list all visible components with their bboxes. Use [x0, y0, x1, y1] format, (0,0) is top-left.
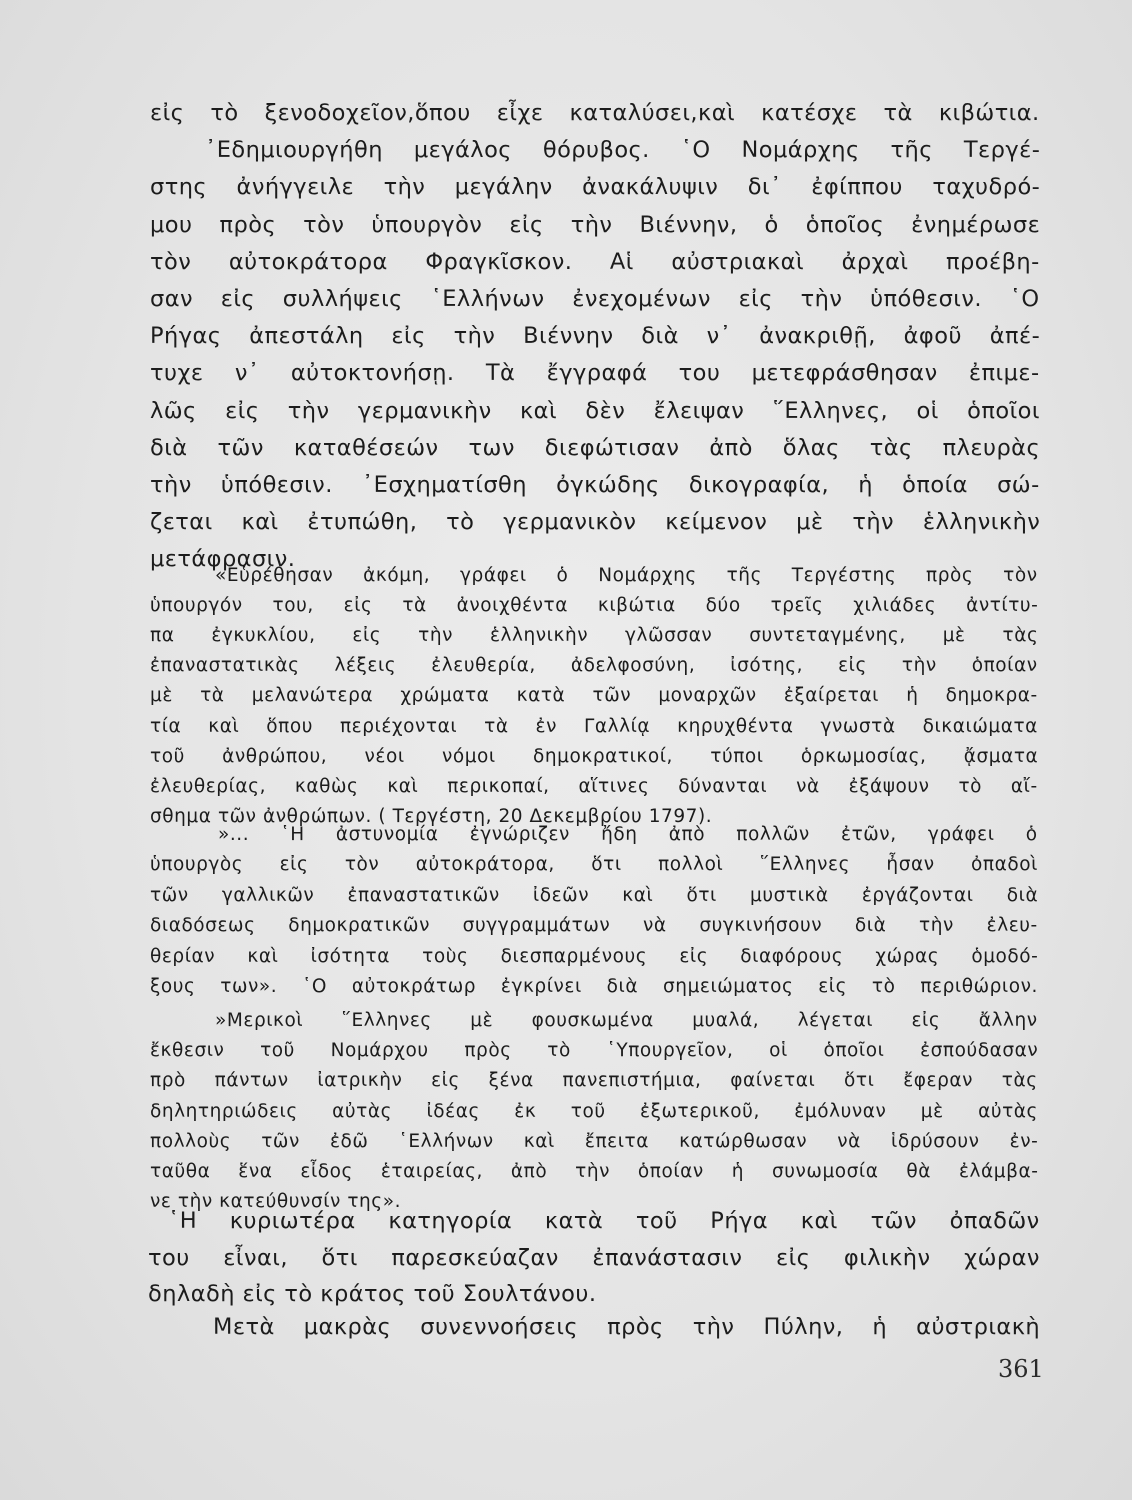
paragraph-1-line: μου πρὸς τὸν ὑπουργὸν εἰς τὴν Βιέννην, ὁ ὁποῖος ἐνημέρωσε — [150, 211, 1041, 238]
paragraph-1-line: ᾿Εδημιουργήθη μεγάλος θόρυβος. ῾Ο Νομάρχης τῆς Τεργέ- — [205, 137, 1041, 164]
quote-3-line: πολλοὺς τῶν ἐδῶ ῾Ελλήνων καὶ ἔπειτα κατώρθωσαν νὰ ἱδρύσουν ἐν- — [150, 1130, 1039, 1152]
paragraph-2-line: του εἶναι, ὅτι παρεσκεύαζαν ἐπανάστασιν εἰς φιλικὴν χώραν — [148, 1244, 1040, 1271]
paragraph-1-line: στης ἀνήγγειλε τὴν μεγάλην ἀνακάλυψιν δι᾿ ἐφίππου ταχυδρό- — [150, 174, 1041, 201]
paragraph-1-line: τυχε ν᾿ αὐτοκτονήσῃ. Τὰ ἔγγραφά του μετεφράσθησαν ἐπιμε- — [150, 360, 1040, 387]
quote-3-line: πρὸ πάντων ἰατρικὴν εἰς ξένα πανεπιστήμια, φαίνεται ὅτι ἔφεραν τὰς — [150, 1070, 1038, 1092]
paragraph-1-line: τὸν αὐτοκράτορα Φραγκῖσκον. Αἱ αὐστριακαὶ ἀρχαὶ προέβη- — [150, 248, 1040, 275]
paragraph-1-line: λῶς εἰς τὴν γερμανικὴν καὶ δὲν ἔλειψαν ῞Ελληνες, οἱ ὁποῖοι — [150, 397, 1040, 424]
paragraph-1-line: σαν εἰς συλλήψεις ῾Ελλήνων ἐνεχομένων εἰς τὴν ὑπόθεσιν. ῾Ο — [150, 286, 1040, 312]
paragraph-2-line: δηλαδὴ εἰς τὸ κράτος τοῦ Σουλτάνου. — [148, 1281, 597, 1307]
paragraph-1-line: ζεται καὶ ἐτυπώθη, τὸ γερμανικὸν κείμενον μὲ τὴν ἑλληνικὴν — [150, 509, 1041, 536]
paragraph-1-line: εἰς τὸ ξενοδοχεῖον,ὅπου εἶχε καταλύσει,καὶ κατέσχε τὰ κιβώτια. — [150, 100, 1040, 126]
paragraph-2-line: ῾Η κυριωτέρα κατηγορία κατὰ τοῦ Ρήγα καὶ τῶν ὀπαδῶν — [168, 1208, 1040, 1234]
quote-1-line: τία καὶ ὅπου περιέχονται τὰ ἐν Γαλλίᾳ κηρυχθέντα γνωστὰ δικαιώματα — [150, 715, 1038, 737]
quote-3-line: δηλητηριώδεις αὐτὰς ἰδέας ἐκ τοῦ ἐξωτερικοῦ, ἐμόλυναν μὲ αὐτὰς — [150, 1100, 1038, 1122]
paragraph-1-line: Ρήγας ἀπεστάλη εἰς τὴν Βιέννην διὰ ν᾿ ἀνακριθῇ, ἀφοῦ ἀπέ- — [150, 323, 1041, 350]
quote-2-line: τῶν γαλλικῶν ἐπαναστατικῶν ἰδεῶν καὶ ὅτι μυστικὰ ἐργάζονται διὰ — [150, 884, 1039, 906]
quote-3-line: ταῦθα ἕνα εἶδος ἑταιρείας, ἀπὸ τὴν ὁποίαν ἡ συνωμοσία θὰ ἐλάμβα- — [150, 1161, 1039, 1182]
paragraph-1-line: τὴν ὑπόθεσιν. ᾿Εσχηματίσθη ὀγκώδης δικογραφία, ἡ ὁποία σώ- — [150, 472, 1040, 498]
quote-1-line: μὲ τὰ μελανώτερα χρώματα κατὰ τῶν μοναρχῶν ἐξαίρεται ἡ δημοκρα- — [150, 685, 1038, 707]
paragraph-1-line: διὰ τῶν καταθέσεών των διεφώτισαν ἀπὸ ὅλας τὰς πλευρὰς — [150, 434, 1041, 461]
quote-1-line: «Εὑρέθησαν ἀκόμη, γράφει ὁ Νομάρχης τῆς Τεργέστης πρὸς τὸν — [215, 565, 1038, 586]
quote-2-line: ξους των». ῾Ο αὐτοκράτωρ ἐγκρίνει διὰ σημειώματος εἰς τὸ περιθώριον. — [150, 976, 1038, 997]
quote-2-line: ὑπουργὸς εἰς τὸν αὐτοκράτορα, ὅτι πολλοὶ ῞Ελληνες ἦσαν ὀπαδοὶ — [150, 854, 1038, 876]
quote-1-line: ἐλευθερίας, καθὼς καὶ περικοπαί, αἵτινες δύνανται νὰ ἐξάψουν τὸ αἴ- — [150, 775, 1038, 797]
paragraph-3-line: Μετὰ μακρὰς συνεννοήσεις πρὸς τὴν Πύλην, ἡ αὐστριακὴ — [213, 1314, 1041, 1340]
quote-2-line: θερίαν καὶ ἰσότητα τοὺς διεσπαρμένους εἰς διαφόρους χώρας ὁμοδό- — [150, 945, 1039, 967]
quote-2-line: »... ῾Η ἀστυνομία ἐγνώριζεν ἤδη ἀπὸ πολλῶν ἐτῶν, γράφει ὁ — [218, 824, 1038, 845]
page-number: 361 — [998, 1355, 1044, 1383]
paragraph-1-line: μετάφρασιν. — [150, 546, 296, 573]
quote-1-line: πα ἐγκυκλίου, εἰς τὴν ἑλληνικὴν γλῶσσαν συντεταγμένης, μὲ τὰς — [150, 625, 1039, 647]
quote-1-line: σθημα τῶν ἀνθρώπων. ( Τεργέστη, 20 Δεκεμβρίου 1797). — [150, 805, 713, 827]
quote-1-line: ἐπαναστατικὰς λέξεις ἐλευθερία, ἀδελφοσύνη, ἰσότης, εἰς τὴν ὁποίαν — [150, 655, 1038, 677]
quote-2-line: διαδόσεως δημοκρατικῶν συγγραμμάτων νὰ συγκινήσουν διὰ τὴν ἐλευ- — [150, 915, 1038, 937]
quote-3-line: »Μερικοὶ ῞Ελληνες μὲ φουσκωμένα μυαλά, λέγεται εἰς ἄλλην — [215, 1010, 1038, 1031]
quote-1-line: ὑπουργόν του, εἰς τὰ ἀνοιχθέντα κιβώτια δύο τρεῖς χιλιάδες ἀντίτυ- — [150, 595, 1039, 617]
quote-3-line: νε τὴν κατεύθυνσίν της». — [150, 1191, 402, 1213]
quote-1-line: τοῦ ἀνθρώπου, νέοι νόμοι δημοκρατικοί, τύποι ὁρκωμοσίας, ᾄσματα — [150, 745, 1039, 767]
quote-3-line: ἔκθεσιν τοῦ Νομάρχου πρὸς τὸ ῾Υπουργεῖον, οἱ ὁποῖοι ἐσπούδασαν — [150, 1040, 1039, 1062]
